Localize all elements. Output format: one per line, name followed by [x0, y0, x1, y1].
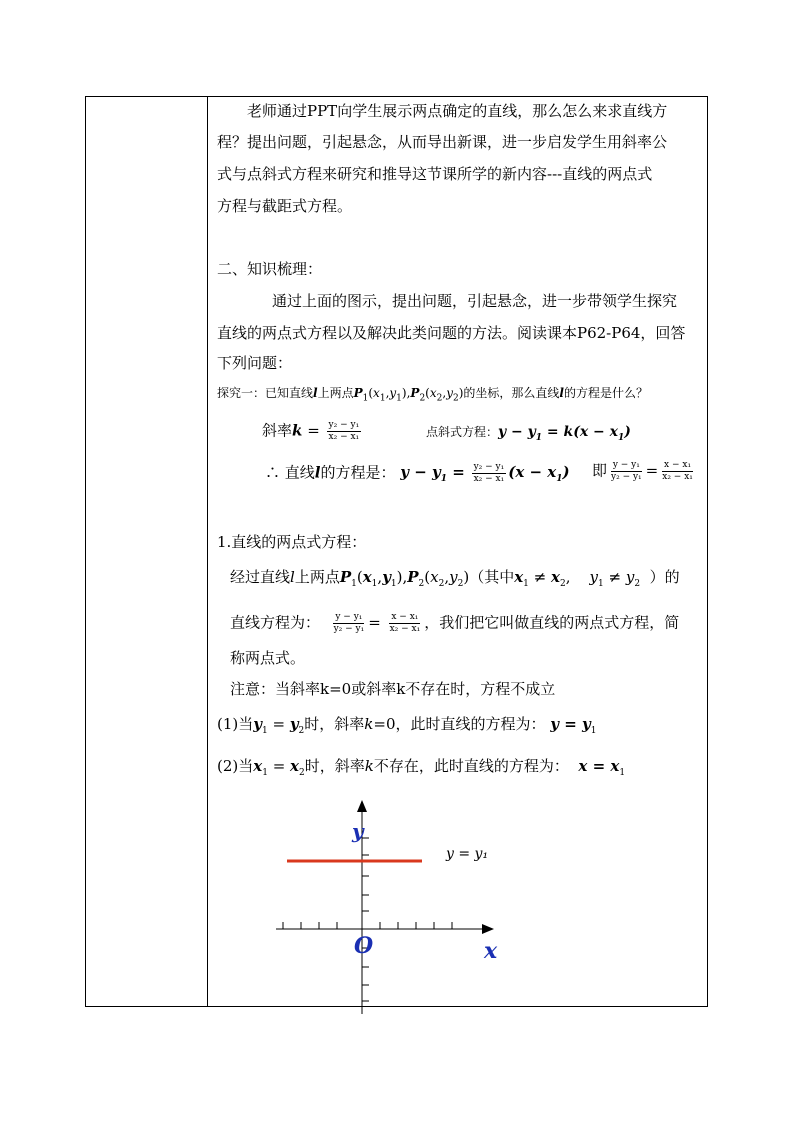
slope-formula: 斜率k = $\frac{\text{y₂ − y₁}}{\text{x₂ − x₁}}$ — [262, 420, 360, 442]
section2-line-1: 通过上面的图示，提出问题，引起悬念，进一步带领学生探究 — [272, 292, 678, 310]
section1-note: 注意：当斜率k=0或斜率k不存在时，方程不成立 — [230, 680, 556, 698]
line-label: y = y₁ — [446, 846, 489, 862]
y-axis-arrow — [357, 800, 367, 812]
intro-line-4: 方程与截距式方程。 — [217, 197, 353, 215]
section1-line-1: 经过直线l上两点$P_1(x_1,y_1),P_2(x_2,y_2)$（其中$x_1 \ne x_2$, $y_1 \ne y_2$ ）的 — [230, 568, 680, 589]
explore-question: 探究一：已知直线l上两点$P_1(x_1,y_1),P_2(x_2,y_2)$的坐标，那么直线l的方程是什么？ — [217, 386, 648, 404]
case-1: (1)当$y_1 = y_2$时，斜率k=0，此时直线的方程为： $y = y_1$ — [217, 715, 597, 736]
intro-line-3: 式与点斜式方程来研究和推导这节课所学的新内容---直线的两点式 — [217, 165, 653, 183]
intro-line-2: 程？提出问题，引起悬念，从而导出新课，进一步启发学生用斜率公 — [217, 133, 668, 151]
origin-label: O — [354, 933, 374, 959]
y-axis-label: y — [352, 819, 364, 843]
section1-line-2: 直线方程为： $\frac{\text{y − y₁}}{\text{y₂ − y₁}}$ = $\frac{\text{x − x₁}}{\text{x₂ − x₁}}$ ，我们把它叫做直线的两点式方程，简 — [230, 612, 680, 634]
section1-line-3: 称两点式。 — [230, 649, 306, 667]
two-point-form-preview: 即 $\frac{\text{y − y₁}}{\text{y₂ − y₁}}$ = $\frac{\text{x − x₁}}{\text{x₂ − x₁}}$ — [592, 460, 693, 482]
section1-heading: 1.直线的两点式方程： — [217, 533, 367, 551]
section2-heading: 二、知识梳理： — [217, 260, 323, 278]
section2-line-3: 下列问题： — [217, 354, 293, 372]
case-2: (2)当$x_1 = x_2$时，斜率k不存在，此时直线的方程为： $x = x_1$ — [217, 757, 626, 778]
point-slope-formula: 点斜式方程：$y - y_1 = k(x - x_1)$ — [426, 424, 631, 443]
intro-line-1: 老师通过PPT向学生展示两点确定的直线，那么怎么来求直线方 — [247, 102, 668, 120]
x-axis-arrow — [482, 924, 494, 934]
line-equation: ∴ 直线l的方程是： $y - y_1$ = $\frac{\text{y₂ − y₁}}{\text{x₂ − x₁}}$ $(x - x_1)$ — [265, 462, 570, 485]
x-ticks — [283, 922, 452, 929]
section2-line-2: 直线的两点式方程以及解决此类问题的方法。阅读课本P62-P64，回答 — [217, 324, 686, 342]
x-axis-label: x — [484, 938, 498, 964]
